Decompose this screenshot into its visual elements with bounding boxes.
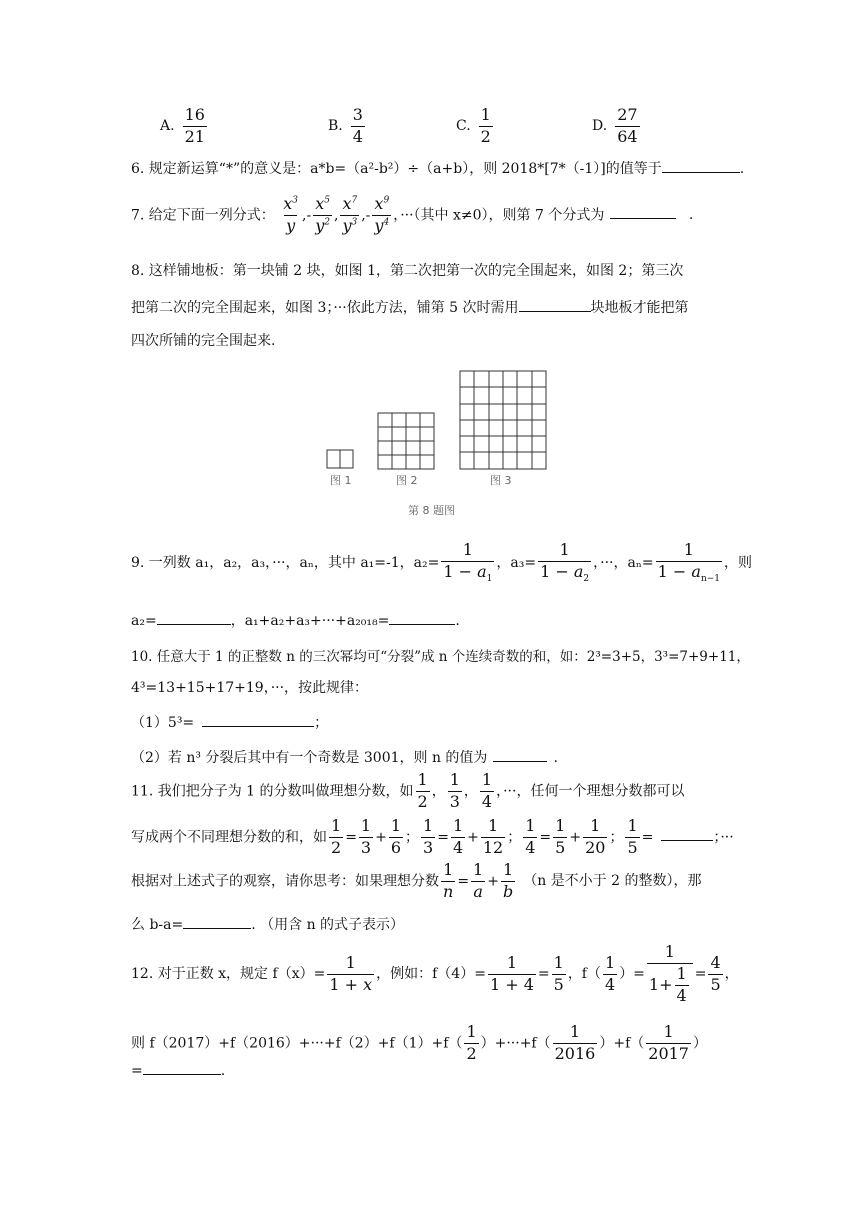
- answer-blank-12[interactable]: [143, 1060, 221, 1075]
- answer-blank-7[interactable]: [610, 204, 676, 219]
- question-12-line2: 则 f（2017）+f（2016）+···+f（2）+f（1）+f（ $\frac{1}{2}$ ）+···+f（ $\frac{1}{2016}$ ）+f（ $\frac{1}{2017}$ ）: [131, 1022, 707, 1063]
- answer-blank-10b[interactable]: [493, 747, 547, 762]
- answer-blank-6[interactable]: [662, 158, 740, 173]
- question-7: 7. 给定下面一列分式： $\frac{x^3}{y}$ ,- $\frac{x^5}{y^2}$ , $\frac{x^7}{y^3}$ ,- $\frac{x^9}{y^4}$ ，···（其中 x≠0），则第 7 个分式为 .: [131, 194, 694, 235]
- question-10-line2: 4³=13+15+17+19，···，按此规律：: [131, 680, 369, 696]
- question-11-line1: 11. 我们把分子为 1 的分数叫做理想分数，如 $\frac{1}{2}$ ， $\frac{1}{3}$ ， $\frac{1}{4}$ ，···，任何一个理想分数都可以: [131, 770, 685, 811]
- figure-8: [310, 368, 560, 528]
- figure-caption: 第 8 题图: [408, 504, 455, 517]
- question-11-line2: 写成两个不同理想分数的和，如 $\frac{1}{2}$ = $\frac{1}{3}$ + $\frac{1}{6}$ ； $\frac{1}{3}$ = $\frac{1}{4}$ + $\frac{1}{12}$ ； $\frac{1}{4}$ = $\frac{1}{5}$ + $\frac{1}{20}$ ； $\frac{1}{5}$ = ；···: [131, 816, 734, 857]
- option-b: B. $\frac{3}{4}$: [328, 105, 363, 146]
- question-10-part2: （2）若 n³ 分裂后其中有一个奇数是 3001，则 n 的值为 .: [131, 747, 558, 767]
- fig1-label: 图 1: [330, 474, 352, 487]
- answer-blank-11b[interactable]: [183, 914, 251, 929]
- answer-blank-9b[interactable]: [389, 610, 455, 625]
- fig2-label: 图 2: [396, 474, 418, 487]
- question-11-line3: 根据对上述式子的观察，请你思考：如果理想分数 $\frac{1}{n}$ = $\frac{1}{a}$ + $\frac{1}{b}$ （n 是不小于 2 的整数），那: [131, 860, 702, 901]
- answer-blank-11a[interactable]: [661, 826, 713, 841]
- answer-blank-8[interactable]: [519, 297, 591, 312]
- question-9-line1: 9. 一列数 a₁，a₂，a₃，···，aₙ，其中 a₁=-1，a₂= $\frac{1}{1 - a_1}$ ，a₃= $\frac{1}{1 - a_2}$ ，···，aₙ= $\frac{1}{1 - a_{n-1}}$ ，则: [131, 540, 753, 584]
- question-11-line4: 么 b-a= . （用含 n 的式子表示）: [131, 914, 404, 934]
- question-12-line1: 12. 对于正数 x，规定 f（x）= $\frac{1}{1 + x}$ ，例如：f（4）= $\frac{1}{1 + 4}$ = $\frac{1}{5}$ ，f（ $\frac{1}{4}$ ）= 1 1+ $\frac{1}{4}$ = $\frac{4}{5}$ ，: [131, 942, 739, 1005]
- question-10-line1: 10. 任意大于 1 的正整数 n 的三次幂均可“分裂”成 n 个连续奇数的和，如：2³=3+5，3³=7+9+11，: [131, 649, 750, 665]
- question-9-line2: a₂= ，a₁+a₂+a₃+···+a₂₀₁₈= .: [131, 610, 460, 630]
- answer-blank-9a[interactable]: [157, 610, 231, 625]
- question-8-line1: 8. 这样铺地板：第一块铺 2 块，如图 1，第二次把第一次的完全围起来，如图 2；第三次: [131, 263, 684, 279]
- option-a: A. $\frac{16}{21}$: [160, 105, 205, 146]
- option-c: C. $\frac{1}{2}$: [456, 105, 491, 146]
- question-12-line3: = .: [131, 1060, 225, 1079]
- question-10-part1: （1）5³= ；: [131, 712, 328, 732]
- fig3-label: 图 3: [490, 474, 512, 487]
- question-8-line3: 四次所铺的完全围起来.: [131, 333, 276, 349]
- option-d: D. $\frac{27}{64}$: [592, 105, 638, 146]
- answer-blank-10a[interactable]: [202, 712, 314, 727]
- question-6: 6. 规定新运算“*”的意义是：a*b=（a²-b²）÷（a+b），则 2018*[7*（-1）]的值等于 .: [131, 158, 744, 178]
- question-8-line2: 把第二次的完全围起来，如图 3；···依此方法，铺第 5 次时需用 块地板才能把第: [131, 297, 689, 317]
